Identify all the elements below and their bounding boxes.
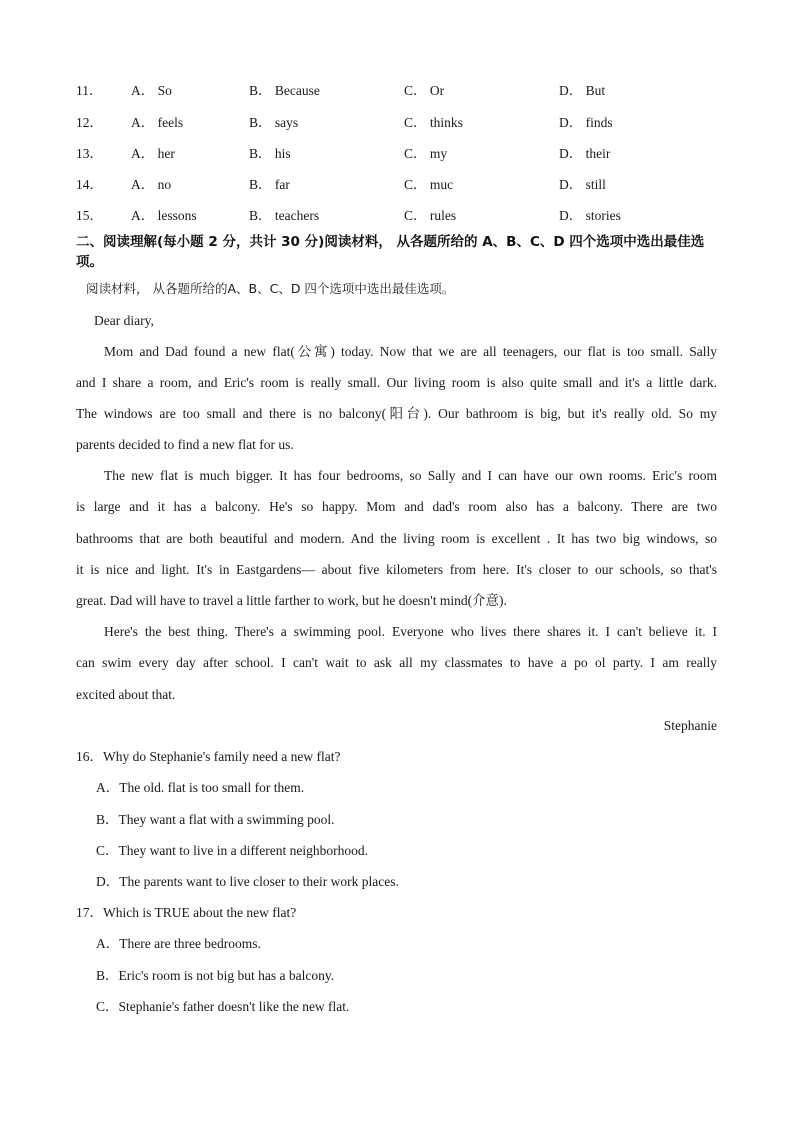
passage-line: is large and it has a balcony. He's so happy. Mom and dad's room also has a balcony. There are two bbox=[76, 499, 717, 514]
passage-line: great. Dad will have to travel a little farther to work, but he doesn't mind(介意). bbox=[76, 593, 507, 608]
option-d: D． still bbox=[559, 177, 606, 192]
option-d: D． their bbox=[559, 146, 611, 161]
choice-row-11 bbox=[76, 81, 736, 101]
question-number: 13． bbox=[76, 146, 103, 161]
passage-line: can swim every day after school. I can't wait to ask all my classmates to have a po ol party. I am really bbox=[76, 655, 717, 670]
answer-option: B．Eric's room is not big but has a balcony. bbox=[96, 968, 335, 983]
option-a: A． no bbox=[131, 177, 172, 192]
question-number: 12． bbox=[76, 115, 103, 130]
choice-row-15 bbox=[76, 206, 736, 226]
choice-row-12 bbox=[76, 113, 736, 133]
option-a: A． her bbox=[131, 146, 175, 161]
choice-row-14 bbox=[76, 175, 736, 195]
question-number: 15． bbox=[76, 208, 103, 223]
answer-option: C．They want to live in a different neighborhood. bbox=[96, 843, 368, 858]
passage-line: Mom and Dad found a new flat(公寓) today. Now that we are all teenagers, our flat is too small. Sally bbox=[104, 344, 717, 359]
option-c: C． Or bbox=[404, 83, 445, 98]
option-b: B． his bbox=[249, 146, 291, 161]
passage-signature: Stephanie bbox=[663, 718, 717, 733]
option-b: B． says bbox=[249, 115, 299, 130]
section-title: 二、阅读理解(每小题 2 分，共计 30 分)阅读材料， 从各题所给的 A、B、C、D 四个选项中选出最佳选项。 bbox=[76, 234, 705, 270]
answer-option: C．Stephanie's father doesn't like the new flat. bbox=[96, 999, 350, 1014]
passage-line: parents decided to find a new flat for us. bbox=[76, 437, 294, 452]
answer-option: A．The old. flat is too small for them. bbox=[96, 780, 305, 795]
option-b: B． teachers bbox=[249, 208, 320, 223]
option-a: A． So bbox=[131, 83, 172, 98]
answer-option: A．There are three bedrooms. bbox=[96, 936, 261, 951]
question-number: 11． bbox=[76, 83, 103, 98]
option-c: C． thinks bbox=[404, 115, 463, 130]
option-d: D． finds bbox=[559, 115, 613, 130]
option-c: C． muc bbox=[404, 177, 454, 192]
passage-line: bathrooms that are both beautiful and modern. And the living room is excellent . It has two big windows, so bbox=[76, 531, 717, 546]
passage-line: excited about that. bbox=[76, 687, 176, 702]
passage-line: The new flat is much bigger. It has four bedrooms, so Sally and I can have our own rooms. Eric's room bbox=[104, 468, 717, 483]
option-b: B． far bbox=[249, 177, 290, 192]
choice-row-13 bbox=[76, 144, 736, 164]
option-a: A． feels bbox=[131, 115, 184, 130]
passage-greeting: Dear diary, bbox=[94, 313, 154, 328]
answer-option: B．They want a flat with a swimming pool. bbox=[96, 812, 335, 827]
option-b: B． Because bbox=[249, 83, 320, 98]
option-d: D． But bbox=[559, 83, 606, 98]
answer-option: D．The parents want to live closer to their work places. bbox=[96, 874, 399, 889]
question-number: 14． bbox=[76, 177, 103, 192]
question-stem: 17．Which is TRUE about the new flat? bbox=[76, 905, 297, 920]
passage-line: and I share a room, and Eric's room is really small. Our living room is also quite small and it's a little dark. bbox=[76, 375, 717, 390]
passage-line: it is nice and light. It's in Eastgardens— about five kilometers from here. It's closer to our schools, so that's bbox=[76, 562, 717, 577]
section-instruction: 阅读材料， 从各题所给的A、B、C、D 四个选项中选出最佳选项。 bbox=[86, 281, 455, 296]
passage-line: The windows are too small and there is no balcony(阳台). Our bathroom is big, but it's really old. So my bbox=[76, 406, 717, 421]
option-d: D． stories bbox=[559, 208, 621, 223]
question-stem: 16．Why do Stephanie's family need a new flat? bbox=[76, 749, 341, 764]
option-c: C． rules bbox=[404, 208, 457, 223]
option-a: A． lessons bbox=[131, 208, 197, 223]
option-c: C． my bbox=[404, 146, 448, 161]
passage-line: Here's the best thing. There's a swimming pool. Everyone who lives there shares it. I can't believe it. I bbox=[104, 624, 717, 639]
